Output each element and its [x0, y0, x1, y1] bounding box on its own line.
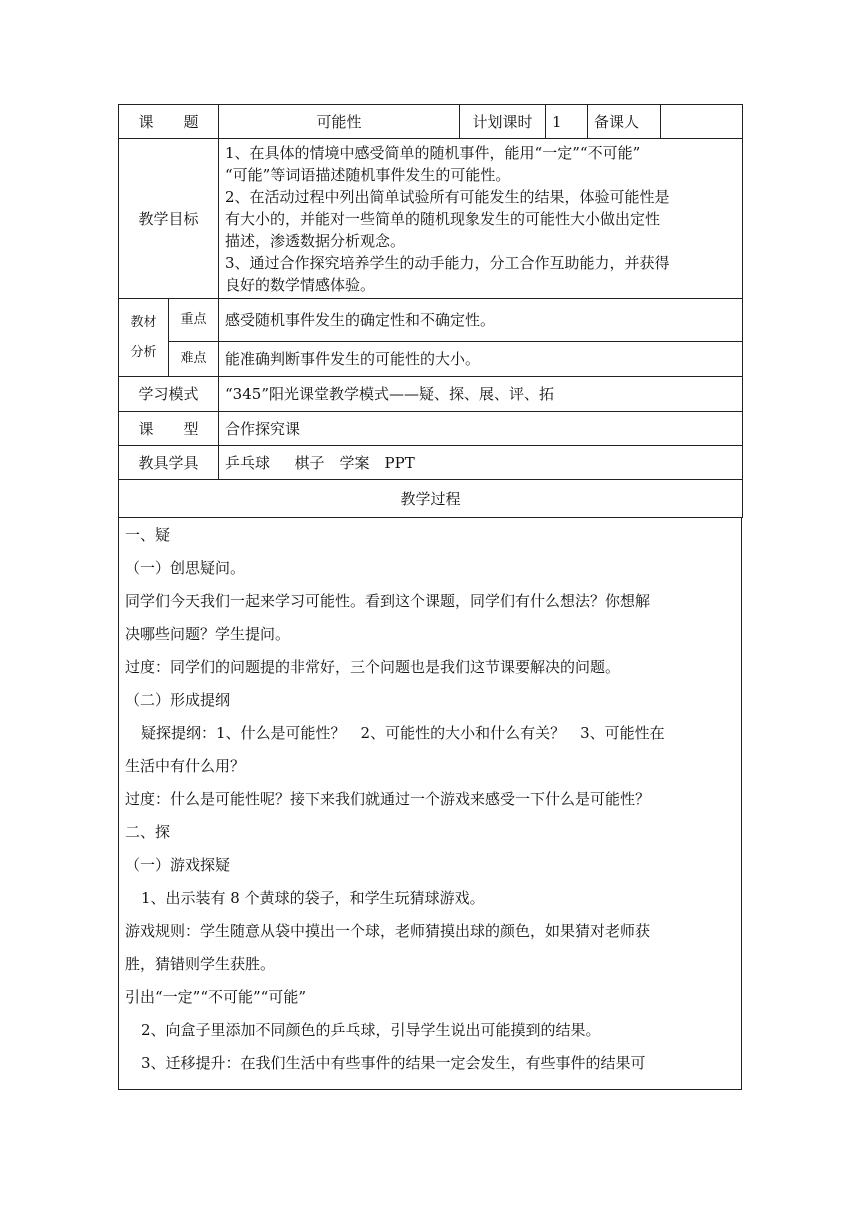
goal-line: 良好的数学情感体验。	[225, 275, 376, 294]
preparer-value	[661, 105, 743, 139]
goals-label: 教学目标	[119, 139, 219, 299]
goal-line: 描述，渗透数据分析观念。	[225, 231, 406, 250]
process-paragraph: 1、出示装有 8 个黄球的袋子，和学生玩猜球游戏。	[141, 889, 485, 907]
mode-value: “345”阳光课堂教学模式——疑、探、展、评、拓	[219, 377, 743, 412]
process-paragraph: 游戏规则：学生随意从袋中摸出一个球，老师猜摸出球的颜色，如果猜对老师获	[125, 922, 651, 940]
tools-label: 教具学具	[119, 446, 219, 480]
hours-label: 计划课时	[460, 105, 546, 139]
process-paragraph: 胜，猜错则学生获胜。	[125, 955, 276, 973]
process-content	[118, 518, 742, 1090]
key-value: 感受随机事件发生的确定性和不确定性。	[219, 299, 743, 342]
preparer-label: 备课人	[588, 105, 661, 139]
goal-line: “可能”等词语描述随机事件发生的可能性。	[225, 165, 511, 184]
process-subheading: （一）游戏探疑	[125, 856, 231, 874]
process-title: 教学过程	[119, 480, 743, 518]
goals-content	[219, 139, 743, 299]
process-heading: 一、疑	[125, 526, 171, 544]
difficulty-label: 难点	[169, 342, 219, 377]
topic-label: 课 题	[119, 105, 219, 139]
difficulty-value: 能准确判断事件发生的可能性的大小。	[219, 342, 743, 377]
material-label-bottom: 分析	[130, 344, 157, 360]
lesson-plan-sheet	[118, 104, 742, 1090]
topic-value: 可能性	[219, 105, 460, 139]
process-paragraph: 引出“一定”“不可能”“可能”	[125, 988, 307, 1006]
process-paragraph: 过度：同学们的问题提的非常好，三个问题也是我们这节课要解决的问题。	[125, 658, 621, 676]
process-paragraph: 同学们今天我们一起来学习可能性。看到这个课题，同学们有什么想法？你想解	[125, 592, 651, 610]
process-paragraph: 生活中有什么用？	[125, 757, 246, 775]
key-label: 重点	[169, 299, 219, 342]
material-label-top: 教材	[130, 314, 157, 330]
process-paragraph: 2、向盒子里添加不同颜色的乒乓球，引导学生说出可能摸到的结果。	[141, 1021, 601, 1039]
goal-line: 3、通过合作探究培养学生的动手能力，分工合作互助能力，并获得	[225, 253, 670, 272]
lesson-plan-table	[118, 104, 743, 518]
process-subheading: （二）形成提纲	[125, 691, 231, 709]
goal-line: 有大小的，并能对一些简单的随机现象发生的可能性大小做出定性	[225, 209, 661, 228]
material-analysis-label	[119, 299, 169, 377]
process-subheading: （一）创思疑问。	[125, 559, 246, 577]
tools-value: 乒乓球 棋子 学案 PPT	[219, 446, 743, 480]
process-paragraph: 疑探提纲：1、什么是可能性？ 2、可能性的大小和什么有关？ 3、可能性在	[141, 724, 665, 742]
process-paragraph: 3、迁移提升：在我们生活中有些事件的结果一定会发生，有些事件的结果可	[141, 1054, 646, 1072]
mode-label: 学习模式	[119, 377, 219, 412]
process-paragraph: 过度：什么是可能性呢？接下来我们就通过一个游戏来感受一下什么是可能性？	[125, 790, 651, 808]
type-value: 合作探究课	[219, 412, 743, 446]
hours-value: 1	[546, 105, 588, 139]
goal-line: 1、在具体的情境中感受简单的随机事件，能用“一定”“不可能”	[225, 143, 641, 162]
goal-line: 2、在活动过程中列出简单试验所有可能发生的结果，体验可能性是	[225, 187, 670, 206]
process-heading: 二、探	[125, 823, 171, 841]
process-paragraph: 决哪些问题？学生提问。	[125, 625, 291, 643]
type-label: 课 型	[119, 412, 219, 446]
